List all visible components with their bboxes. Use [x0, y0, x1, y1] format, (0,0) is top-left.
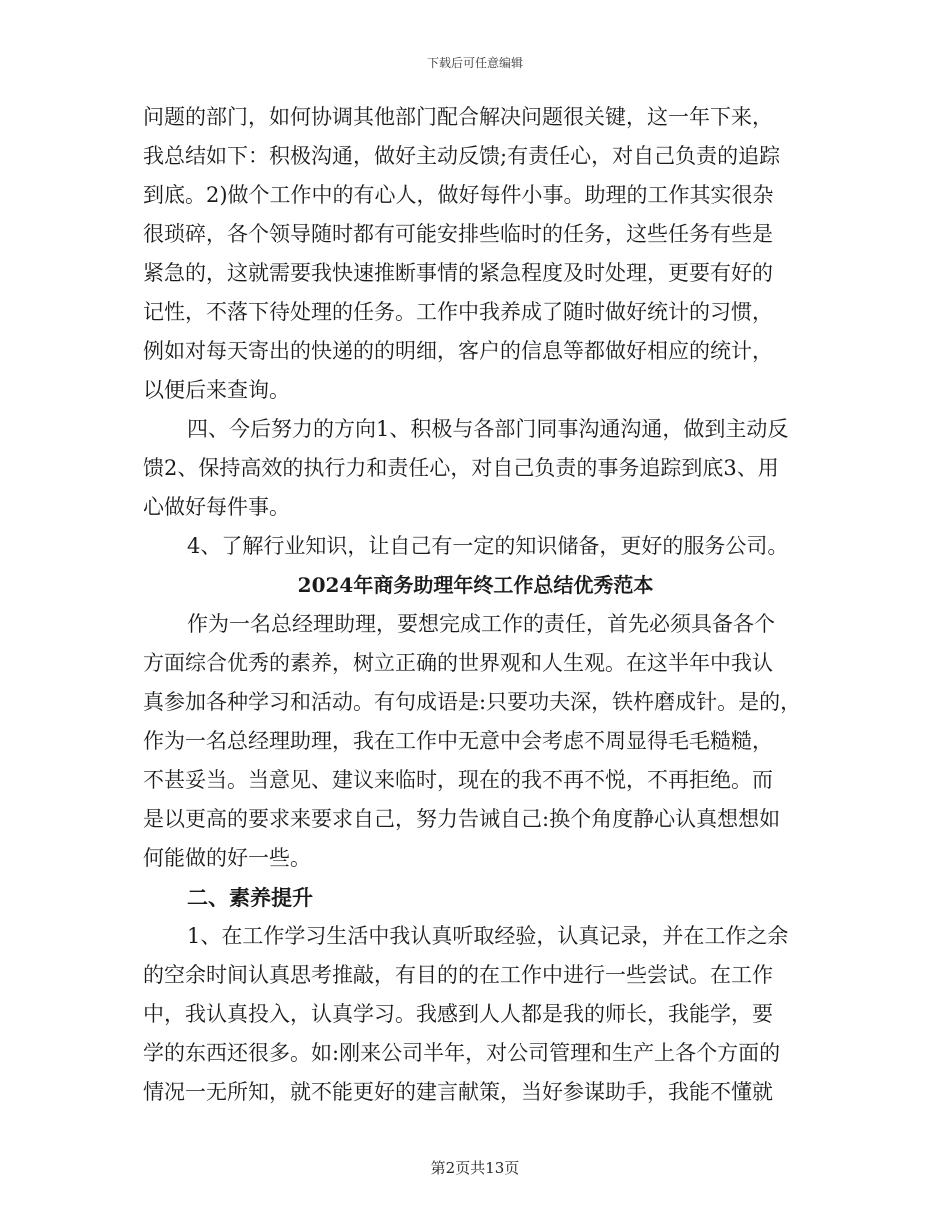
paragraph-line: 以便后来查询。: [143, 378, 290, 402]
paragraph-line: 是以更高的要求来要求自己，努力告诫自己:换个角度静心认真想想如: [143, 807, 781, 831]
paragraph-line: 馈2、保持高效的执行力和责任心，对自己负责的事务追踪到底3、用: [143, 456, 779, 480]
paragraph-line: 不甚妥当。当意见、建议来临时，现在的我不再不悦，不再拒绝。而: [143, 768, 773, 792]
paragraph-line: 中，我认真投入，认真学习。我感到人人都是我的师长，我能学，要: [143, 1002, 773, 1026]
paragraph-line: 真参加各种学习和活动。有句成语是:只要功夫深，铁杵磨成针。是的，: [143, 690, 802, 714]
paragraph-line: 的空余时间认真思考推敲，有目的的在工作中进行一些尝试。在工作: [143, 963, 773, 987]
paragraph-line: 紧急的，这就需要我快速推断事情的紧急程度及时处理，更要有好的: [143, 261, 773, 285]
paragraph-line: 到底。2)做个工作中的有心人，做好每件小事。助理的工作其实很杂: [143, 183, 774, 207]
paragraph-line: 作为一名总经理助理，我在工作中无意中会考虑不周显得毛毛糙糙，: [143, 729, 773, 753]
paragraph-line: 作为一名总经理助理，要想完成工作的责任，首先必须具备各个: [187, 612, 775, 636]
document-body: [143, 98, 808, 1112]
subheading: 二、素养提升: [187, 885, 313, 910]
paragraph-line: 学的东西还很多。如:刚来公司半年，对公司管理和生产上各个方面的: [143, 1041, 781, 1065]
paragraph-line: 心做好每件事。: [143, 495, 290, 519]
paragraph-line: 很琐碎，各个领导随时都有可能安排些临时的任务，这些任务有些是: [143, 222, 773, 246]
paragraph-line: 方面综合优秀的素养，树立正确的世界观和人生观。在这半年中我认: [143, 651, 773, 675]
paragraph-line: 1、在工作学习生活中我认真听取经验，认真记录，并在工作之余: [187, 924, 789, 948]
section-title: 2024年商务助理年终工作总结优秀范本: [297, 573, 654, 597]
paragraph-line: 我总结如下：积极沟通，做好主动反馈;有责任心，对自己负责的追踪: [143, 144, 781, 168]
page-footer: 第2页共13页: [430, 1159, 520, 1177]
paragraph-line: 情况一无所知，就不能更好的建言献策，当好参谋助手，我能不懂就: [143, 1080, 773, 1104]
paragraph-line: 问题的部门，如何协调其他部门配合解决问题很关键，这一年下来，: [143, 105, 773, 129]
paragraph-line: 例如对每天寄出的快递的的明细，客户的信息等都做好相应的统计，: [143, 339, 773, 363]
paragraph-line: 4、了解行业知识，让自己有一定的知识储备，更好的服务公司。: [187, 534, 789, 558]
paragraph-line: 四、今后努力的方向1、积极与各部门同事沟通沟通，做到主动反: [187, 417, 789, 441]
paragraph-line: 记性，不落下待处理的任务。工作中我养成了随时做好统计的习惯，: [143, 300, 773, 324]
page-header: 下载后可任意编辑: [426, 56, 523, 70]
paragraph-line: 何能做的好一些。: [143, 846, 311, 870]
